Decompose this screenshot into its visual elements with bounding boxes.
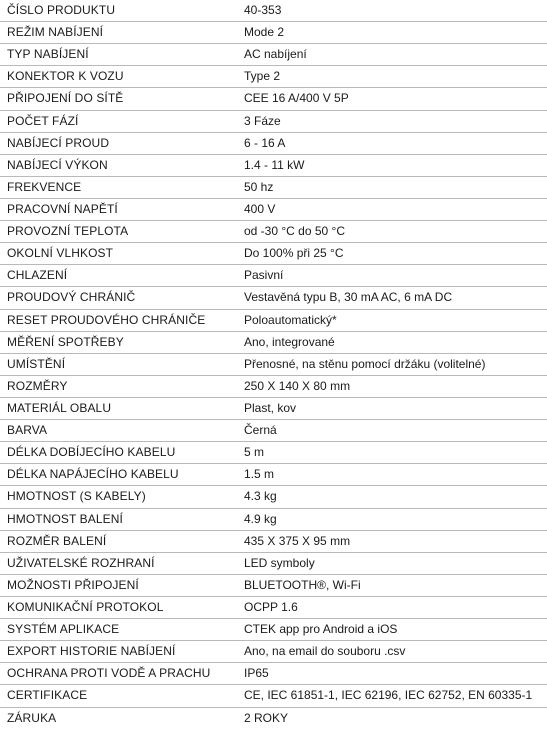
spec-value: CEE 16 A/400 V 5P xyxy=(244,91,349,106)
spec-row xyxy=(0,66,547,88)
spec-value: Do 100% při 25 °C xyxy=(244,246,344,261)
spec-label: PROUDOVÝ CHRÁNIČ xyxy=(7,290,136,305)
spec-value: Pasivní xyxy=(244,268,284,283)
spec-row xyxy=(0,597,547,619)
spec-row xyxy=(0,0,547,22)
spec-label: CERTIFIKACE xyxy=(7,688,88,703)
spec-label: OCHRANA PROTI VODĚ A PRACHU xyxy=(7,666,211,681)
spec-value: 50 hz xyxy=(244,179,274,194)
spec-label: DÉLKA DOBÍJECÍHO KABELU xyxy=(7,445,176,460)
spec-value: 435 X 375 X 95 mm xyxy=(244,533,351,548)
spec-row xyxy=(0,619,547,641)
spec-row xyxy=(0,442,547,464)
spec-row xyxy=(0,376,547,398)
spec-row xyxy=(0,398,547,420)
spec-value: LED symboly xyxy=(244,555,315,570)
spec-row xyxy=(0,44,547,66)
spec-label: RESET PROUDOVÉHO CHRÁNIČE xyxy=(7,312,206,327)
spec-value: 400 V xyxy=(244,201,276,216)
spec-label: DÉLKA NAPÁJECÍHO KABELU xyxy=(7,467,179,482)
spec-value: 6 - 16 A xyxy=(244,135,286,150)
spec-label: UMÍSTĚNÍ xyxy=(7,356,66,371)
spec-label: NABÍJECÍ VÝKON xyxy=(7,157,108,172)
spec-label: BARVA xyxy=(7,423,48,438)
spec-value: CTEK app pro Android a iOS xyxy=(244,622,398,637)
spec-label: KOMUNIKAČNÍ PROTOKOL xyxy=(7,599,164,614)
spec-value: 2 ROKY xyxy=(244,710,289,725)
spec-label: PROVOZNÍ TEPLOTA xyxy=(7,224,129,239)
spec-value: Vestavěná typu B, 30 mA AC, 6 mA DC xyxy=(244,290,453,305)
spec-label: NABÍJECÍ PROUD xyxy=(7,135,110,150)
spec-label: ROZMĚR BALENÍ xyxy=(7,533,107,548)
spec-row xyxy=(0,133,547,155)
spec-value: 3 Fáze xyxy=(244,113,281,128)
spec-row xyxy=(0,155,547,177)
spec-label: PRACOVNÍ NAPĚTÍ xyxy=(7,201,118,216)
spec-label: TYP NABÍJENÍ xyxy=(7,47,89,62)
spec-value: Černá xyxy=(244,423,277,438)
spec-row xyxy=(0,641,547,663)
spec-label: MĚŘENÍ SPOTŘEBY xyxy=(7,334,124,349)
spec-row xyxy=(0,199,547,221)
spec-label: HMOTNOST BALENÍ xyxy=(7,511,123,526)
spec-label: KONEKTOR K VOZU xyxy=(7,69,124,84)
spec-value: Ano, na email do souboru .csv xyxy=(244,644,406,659)
spec-row xyxy=(0,464,547,486)
spec-label: EXPORT HISTORIE NABÍJENÍ xyxy=(7,644,176,659)
spec-row xyxy=(0,486,547,508)
spec-label: SYSTÉM APLIKACE xyxy=(7,622,120,637)
spec-value: 40-353 xyxy=(244,3,282,17)
spec-row xyxy=(0,287,547,309)
spec-label: CHLAZENÍ xyxy=(7,268,68,283)
spec-label: PŘIPOJENÍ DO SÍTĚ xyxy=(7,91,124,106)
spec-value: Mode 2 xyxy=(244,25,285,40)
spec-row xyxy=(0,177,547,199)
spec-value: OCPP 1.6 xyxy=(244,599,298,614)
spec-row xyxy=(0,531,547,553)
spec-label: OKOLNÍ VLHKOST xyxy=(7,246,114,261)
spec-label: HMOTNOST (S KABELY) xyxy=(7,489,146,504)
spec-value: 1.4 - 11 kW xyxy=(244,157,305,172)
spec-value: CE, IEC 61851-1, IEC 62196, IEC 62752, EN 60335-1 xyxy=(244,688,533,703)
spec-row xyxy=(0,354,547,376)
spec-row xyxy=(0,22,547,44)
spec-row xyxy=(0,575,547,597)
spec-row xyxy=(0,708,547,730)
spec-value: IP65 xyxy=(244,666,269,681)
spec-value: 5 m xyxy=(244,445,265,460)
spec-value: 4.3 kg xyxy=(244,489,277,504)
spec-value: Přenosné, na stěnu pomocí držáku (volitelné) xyxy=(244,356,486,371)
spec-row xyxy=(0,111,547,133)
spec-row xyxy=(0,553,547,575)
spec-row xyxy=(0,663,547,685)
spec-label: MOŽNOSTI PŘIPOJENÍ xyxy=(7,577,139,592)
spec-value: 1.5 m xyxy=(244,467,275,482)
spec-label: MATERIÁL OBALU xyxy=(7,400,112,415)
spec-row xyxy=(0,265,547,287)
spec-label: ROZMĚRY xyxy=(7,378,68,393)
spec-value: BLUETOOTH®, Wi-Fi xyxy=(244,577,361,592)
spec-row xyxy=(0,243,547,265)
spec-value: Ano, integrované xyxy=(244,334,335,349)
spec-value: 250 X 140 X 80 mm xyxy=(244,378,351,393)
spec-label: ČÍSLO PRODUKTU xyxy=(7,3,116,17)
spec-label: UŽIVATELSKÉ ROZHRANÍ xyxy=(7,555,155,570)
spec-value: od -30 °C do 50 °C xyxy=(244,224,345,239)
spec-row xyxy=(0,420,547,442)
spec-row xyxy=(0,310,547,332)
spec-value: Plast, kov xyxy=(244,400,297,415)
spec-value: AC nabíjení xyxy=(244,47,307,62)
spec-label: FREKVENCE xyxy=(7,179,82,194)
spec-label: REŽIM NABÍJENÍ xyxy=(7,25,104,40)
spec-row xyxy=(0,221,547,243)
spec-row xyxy=(0,509,547,531)
spec-value: Poloautomatický* xyxy=(244,312,337,327)
spec-value: 4.9 kg xyxy=(244,511,277,526)
spec-row xyxy=(0,685,547,707)
spec-row xyxy=(0,88,547,110)
spec-value: Type 2 xyxy=(244,69,281,84)
spec-label: ZÁRUKA xyxy=(7,710,57,725)
spec-label: POČET FÁZÍ xyxy=(7,113,79,128)
spec-row xyxy=(0,332,547,354)
